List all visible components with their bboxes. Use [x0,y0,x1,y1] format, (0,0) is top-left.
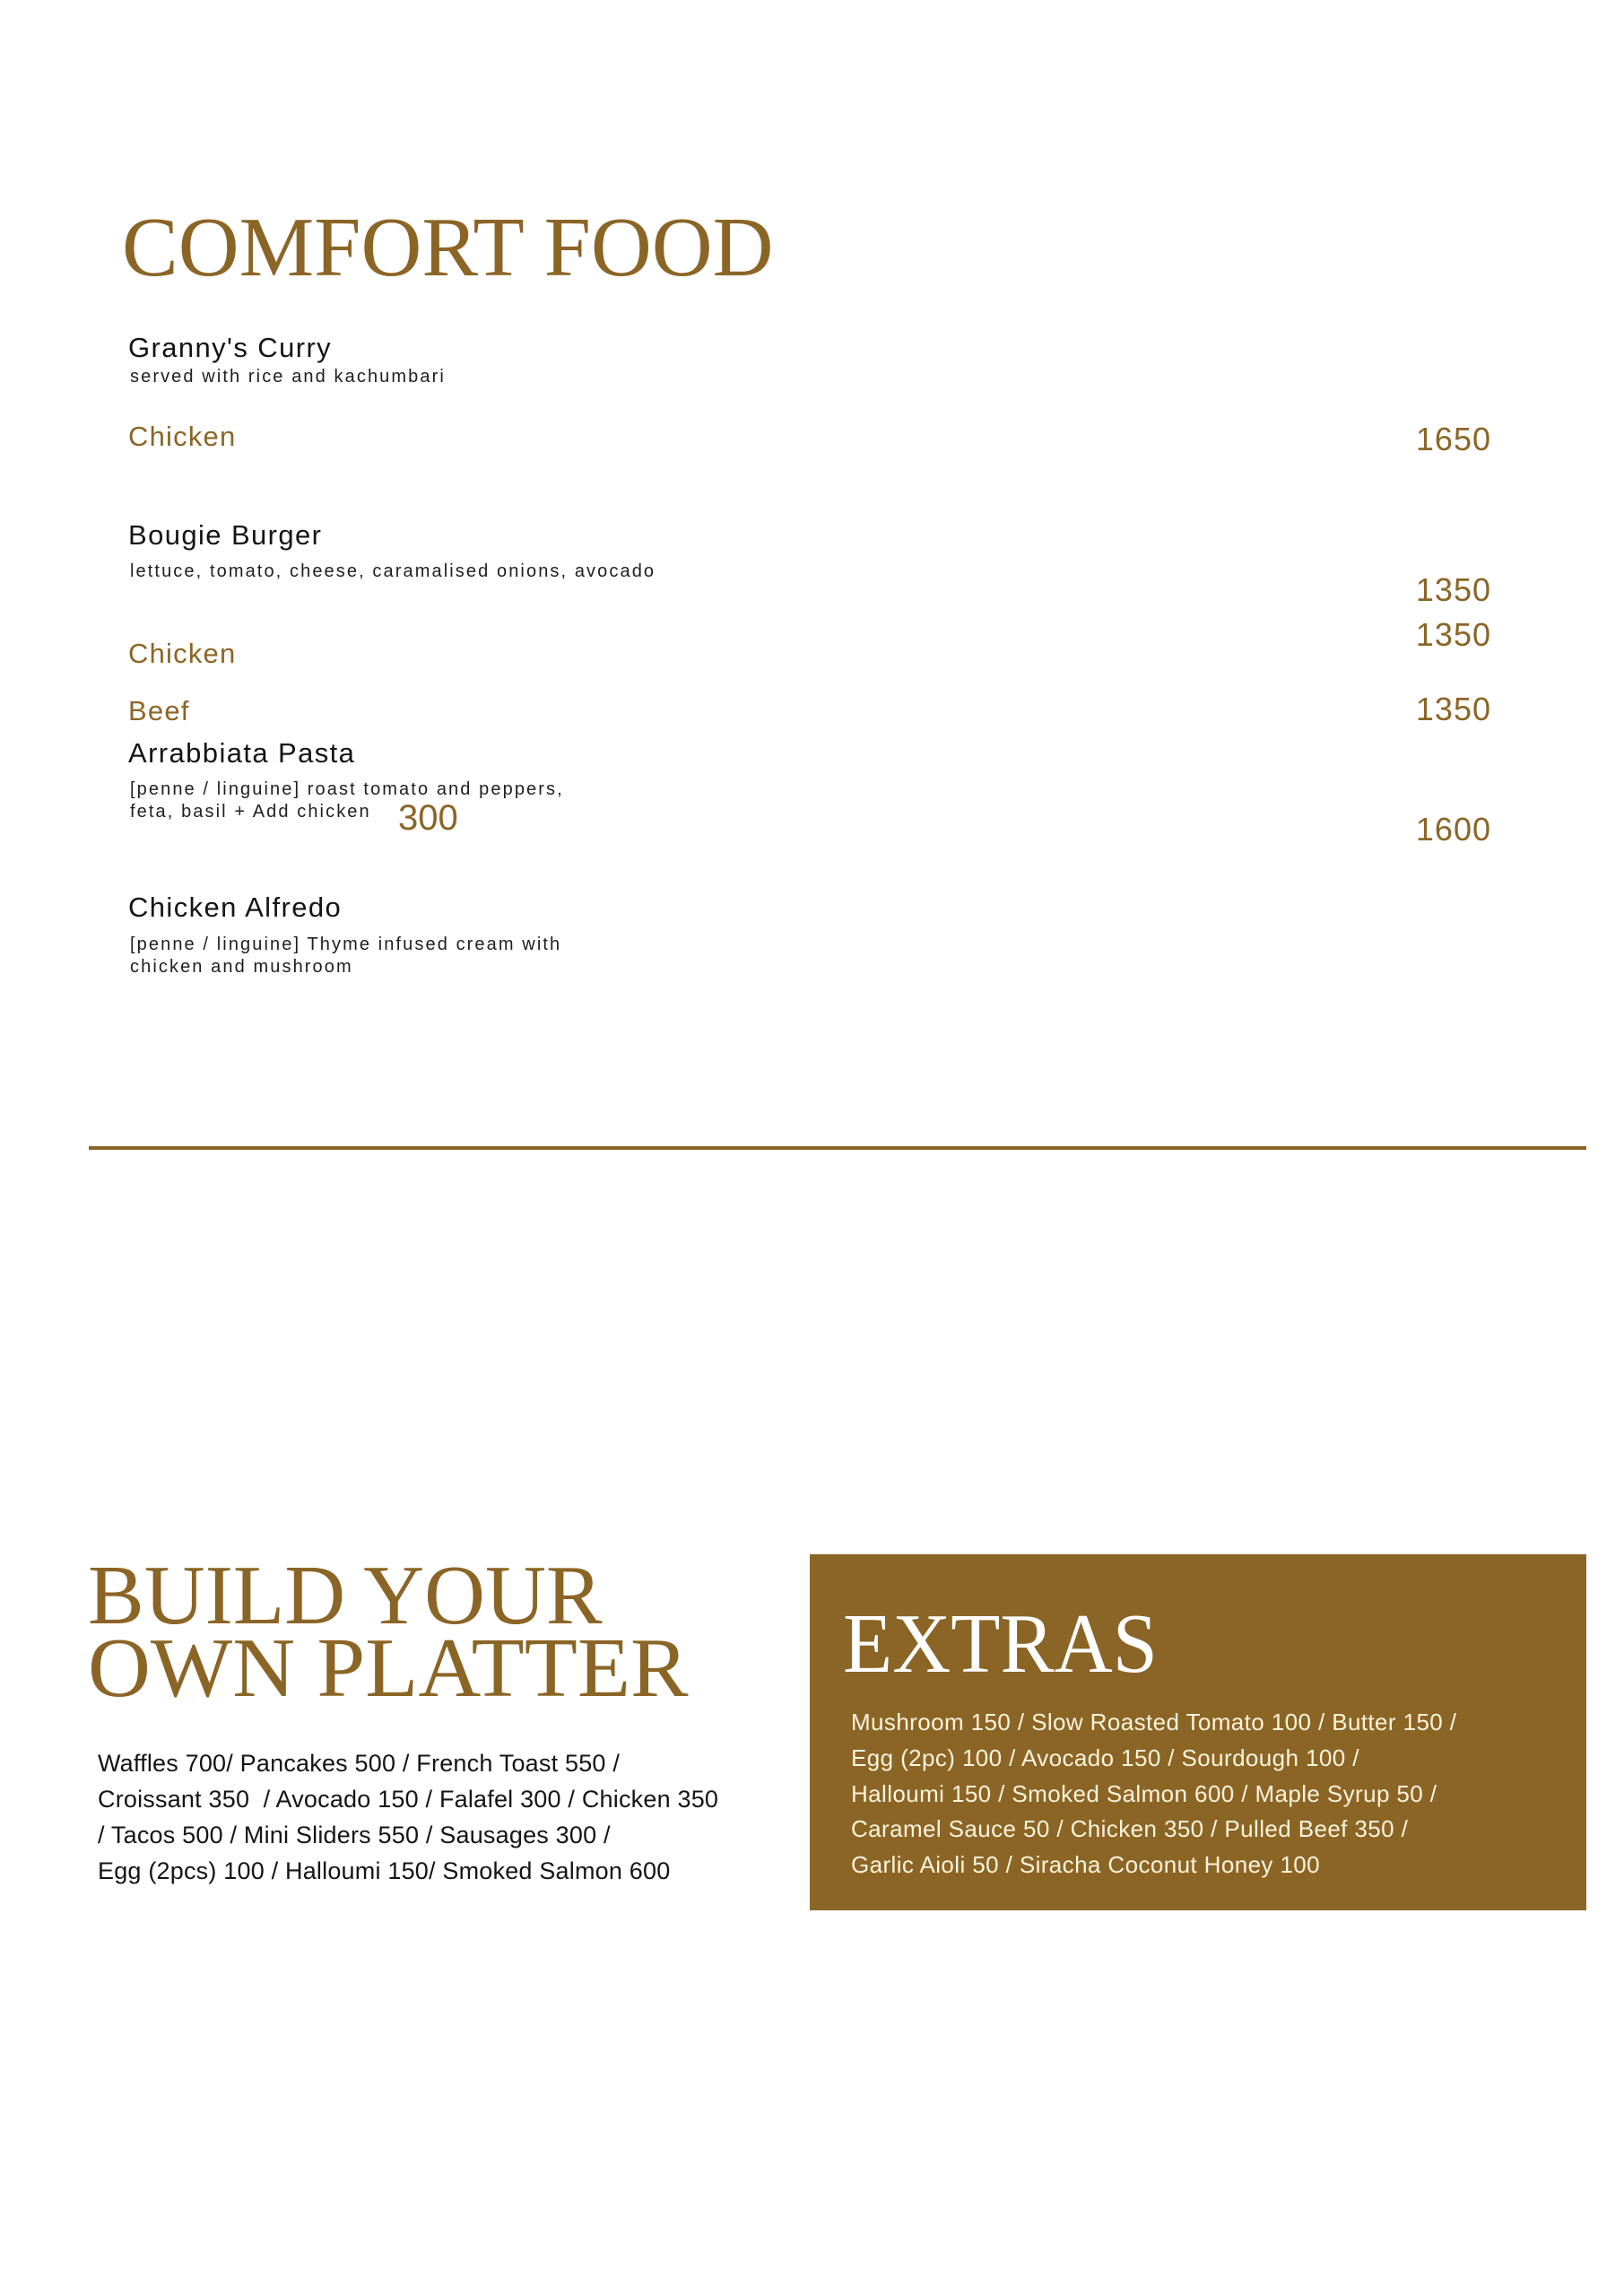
extras-line: Egg (2pc) 100 / Avocado 150 / Sourdough 100 / [851,1744,1359,1771]
section-divider [89,1146,1586,1150]
extras-line: Halloumi 150 / Smoked Salmon 600 / Maple Syrup 50 / [851,1780,1437,1807]
item-description: [penne / linguine] Thyme infused cream with [130,935,562,954]
extras-line: Mushroom 150 / Slow Roasted Tomato 100 / Butter 150 / [851,1709,1457,1735]
price: 1350 [1415,616,1491,653]
item-description: lettuce, tomato, cheese, caramalised onions, avocado [130,561,656,581]
extras-line: Garlic Aioli 50 / Siracha Coconut Honey 100 [851,1851,1321,1878]
item-name: Chicken Alfredo [128,891,343,923]
item-name: Granny's Curry [128,332,333,363]
price: 1350 [1415,691,1491,727]
variant-label: Beef [128,695,190,726]
platter-title-line-2: OWN PLATTER [88,1622,689,1715]
variant-label: Chicken [128,421,237,452]
item-description: chicken and mushroom [130,957,353,977]
comfort-food-title: COMFORT FOOD [122,201,774,294]
item-description: feta, basil + Add chicken [130,802,371,822]
extras-title: EXTRAS [843,1597,1158,1691]
price: 1650 [1415,421,1491,457]
platter-line: / Tacos 500 / Mini Sliders 550 / Sausages 300 / [98,1822,611,1848]
item-description: [penne / linguine] roast tomato and peppers, [130,779,564,799]
item-description: served with rice and kachumbari [130,367,446,387]
extras-line: Caramel Sauce 50 / Chicken 350 / Pulled Beef 350 / [851,1815,1409,1842]
variant-label: Chicken [128,638,237,669]
platter-title-line-1: BUILD YOUR [88,1549,603,1642]
platter-line: Croissant 350 / Avocado 150 / Falafel 300 / Chicken 350 [98,1786,719,1813]
item-name: Bougie Burger [128,519,323,551]
add-chicken-price: 300 [398,798,458,838]
price: 1350 [1415,571,1491,608]
platter-line: Waffles 700/ Pancakes 500 / French Toast 550 / [98,1750,621,1777]
platter-line: Egg (2pcs) 100 / Halloumi 150/ Smoked Salmon 600 [98,1857,671,1884]
price: 1600 [1415,811,1491,848]
item-name: Arrabbiata Pasta [128,737,356,769]
